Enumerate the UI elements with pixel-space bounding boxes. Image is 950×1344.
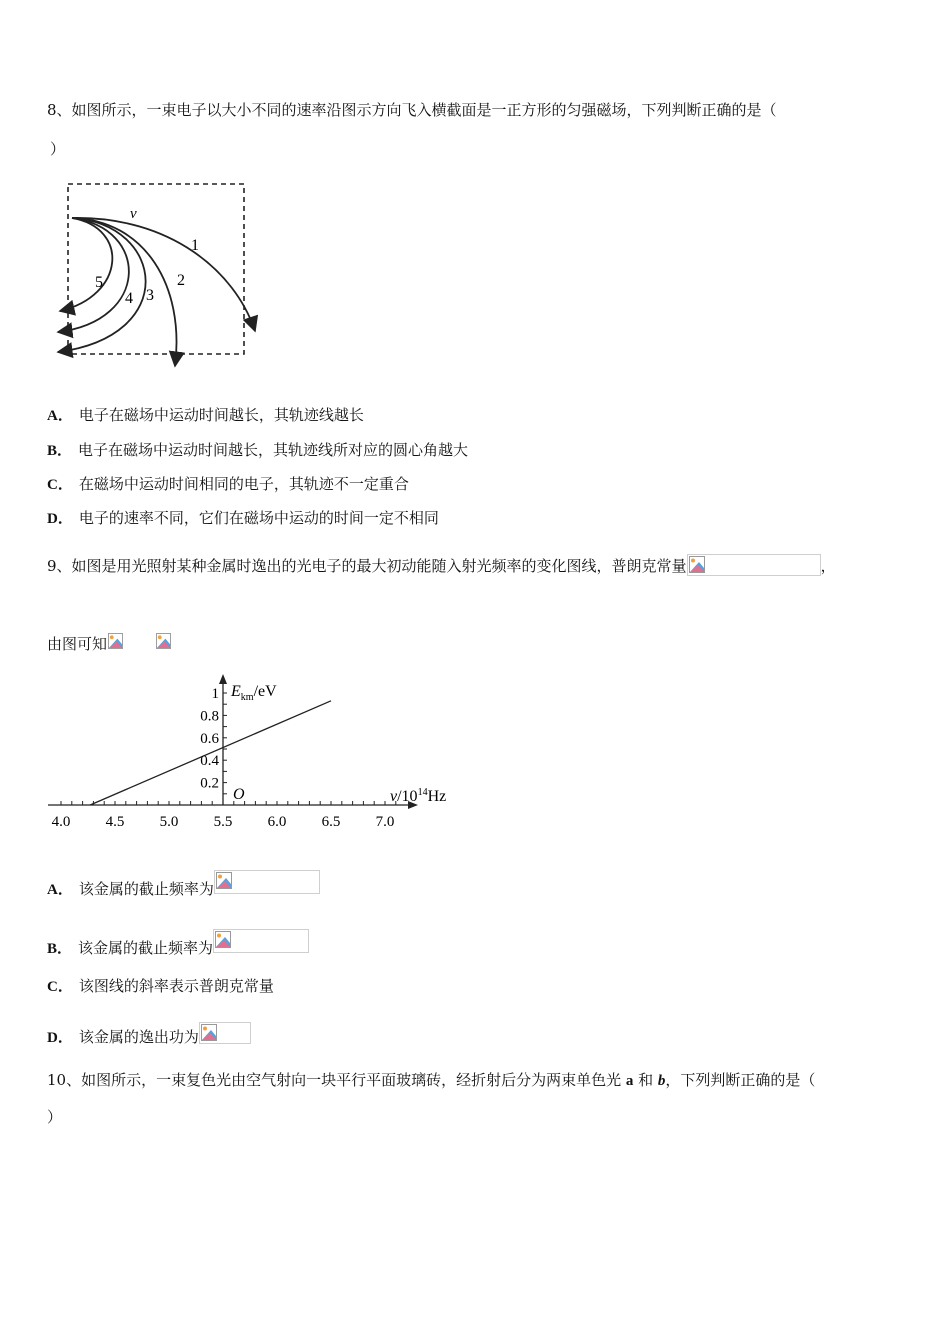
y-tick-label: 0.2 [200, 775, 219, 792]
velocity-label: v [130, 206, 137, 222]
x-tick-label: 4.0 [51, 814, 71, 830]
q10-stem: 10、如图所示，一束复色光由空气射向一块平行平面玻璃砖，经折射后分为两束单色光 a 和 b，下列判断正确的是（ [47, 1071, 816, 1089]
x-tick-label: 6.5 [321, 814, 341, 830]
q8-figure [50, 176, 265, 372]
q8-stem-close: ） [50, 140, 66, 158]
x-tick-label: 5.5 [213, 814, 233, 830]
track-label-3: 3 [146, 287, 154, 304]
q8-stem: 8、如图所示，一束电子以大小不同的速率沿图示方向飞入横截面是一正方形的匀强磁场，下列判断正确的是（ [47, 101, 777, 119]
q10-stem-close: ） [47, 1108, 63, 1126]
y-tick-label: 1 [211, 686, 219, 702]
x-tick-label: 5.0 [159, 814, 179, 830]
broken-image-icon [108, 629, 123, 653]
q9-option-b: B． 该金属的截止频率为 [47, 929, 309, 959]
q9-option-c: C． 该图线的斜率表示普朗克常量 [47, 977, 274, 995]
beam-a-label: a [625, 1073, 634, 1089]
q8-option-d: D． 电子的速率不同，它们在磁场中运动的时间一定不相同 [47, 509, 439, 527]
track-label-2: 2 [177, 272, 185, 289]
formula-image-placeholder-1 [107, 628, 123, 654]
q8-option-b: B． 电子在磁场中运动时间越长，其轨迹线所对应的圆心角越大 [47, 441, 469, 459]
broken-image-icon [215, 931, 231, 948]
y-axis-label: $E_{km}/eV$ [231, 683, 277, 703]
track-label-4: 4 [125, 290, 133, 307]
x-tick-label: 6.0 [267, 814, 287, 830]
y-tick-label: 0.8 [200, 708, 219, 725]
x-tick-label: 7.0 [375, 814, 395, 830]
q8-option-c: C． 在磁场中运动时间相同的电子，其轨迹不一定重合 [47, 475, 409, 493]
y-tick-label: 0.6 [200, 730, 219, 747]
track-label-5: 5 [95, 274, 103, 291]
track-label-1: 1 [191, 237, 199, 254]
broken-image-icon [156, 629, 171, 653]
x-tick-label: 4.5 [105, 814, 125, 830]
broken-image-icon [216, 872, 232, 889]
planck-constant-image-placeholder [687, 554, 821, 576]
y-tick-label: 0.4 [200, 753, 219, 770]
formula-image-placeholder-2 [155, 628, 171, 654]
origin-label: O [233, 786, 245, 803]
photoelectric-chart [46, 672, 476, 837]
beam-b-label: b [657, 1073, 666, 1089]
q9-option-d: D． 该金属的逸出功为 [47, 1022, 251, 1048]
broken-image-icon [201, 1024, 217, 1041]
broken-image-icon [689, 556, 705, 573]
q9-stem-2: 由图可知 [47, 628, 171, 654]
option-d-formula-placeholder [199, 1022, 251, 1044]
y-axis-arrow [219, 674, 227, 684]
option-b-formula-placeholder [213, 929, 309, 953]
option-a-formula-placeholder [214, 870, 320, 894]
magnetic-field-region [68, 184, 244, 354]
x-axis-label: $\nu/10^{14}Hz$ [390, 787, 447, 805]
q8-option-a: A． 电子在磁场中运动时间越长，其轨迹线越长 [47, 406, 364, 424]
q9-stem: 9、如图是用光照射某种金属时逸出的光电子的最大初动能随入射光频率的变化图线，普朗克常量 ， [47, 554, 836, 576]
q9-option-a: A． 该金属的截止频率为 [47, 870, 320, 900]
